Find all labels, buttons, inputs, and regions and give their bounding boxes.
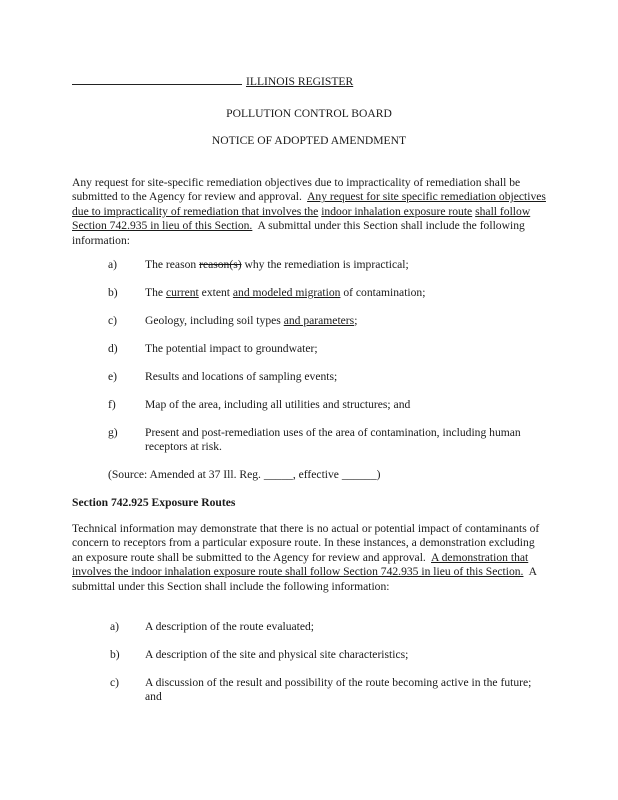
document-page: ILLINOIS REGISTER POLLUTION CONTROL BOARD NOTICE OF ADOPTED AMENDMENT Any request for site-specific remediation objectives due to impracticality of remediation shall be submitted to the Agency for review and approval. Any request for site specific remediation objectives due to impracticality of remediation that involves the indoor inhalation exposure route shall follow Section 742.935 in lieu of this Section. A submittal under this Section shall include the following information: a) The reason reason(s) why the remediation is impractical; b) The current extent and modeled migration of contamination; c) Geology, including soil types and parameters; d) The potential impact to groundwater; e) Results and locations of sampling events; f) Map of the area, including all utilities and structures; and g) Present and post-remediation uses of the area of contamination, including human receptors at risk. (Source: Amended at 37 Ill. Reg. _____, effective ______) Section 742.925 Exposure Routes Technical information may demonstrate that there is no actual or potential impact of contaminants of concern to receptors from a particular exposure route. In these instances, a demonstration excluding an exposure route shall be submitted to the Agency for review and approval. A demonstration that involves the indoor inhalation exposure route shall follow Section 742.935 in lieu of this Section. A submittal under this Section shall include the following information: a) A description of the route evaluated; b) A description of the site and physical site characteristics; c) A discussion of the result and possibility of the route becoming active in the future; and xyxy=(0,0,618,800)
section-heading: Section 742.925 Exposure Routes xyxy=(72,496,236,509)
section-paragraph: Technical information may demonstrate that there is no actual or potential impact of contaminants of concern to receptors from a particular exposure route. In these instances, a demonstration excluding an exposure route shall be submitted to the Agency for review and approval. A demonstration that involves the indoor inhalation exposure route shall follow Section 742.935 in lieu of this Section. A submittal under this Section shall include the following information: xyxy=(72,522,540,593)
board-title: POLLUTION CONTROL BOARD xyxy=(226,107,392,120)
register-title: ILLINOIS REGISTER xyxy=(246,75,354,88)
notice-title: NOTICE OF ADOPTED AMENDMENT xyxy=(211,134,407,147)
header-rule xyxy=(72,84,242,85)
source-note: (Source: Amended at 37 Ill. Reg. _____, effective ______) xyxy=(108,468,381,481)
intro-paragraph: Any request for site-specific remediation objectives due to impracticality of remediation shall be submitted to the Agency for review and approval. Any request for site specific remediation objectives due to impracticality of remediation that involves the indoor inhalation exposure route shall follow Section 742.935 in lieu of this Section. A submittal under this Section shall include the following information: xyxy=(72,176,546,247)
